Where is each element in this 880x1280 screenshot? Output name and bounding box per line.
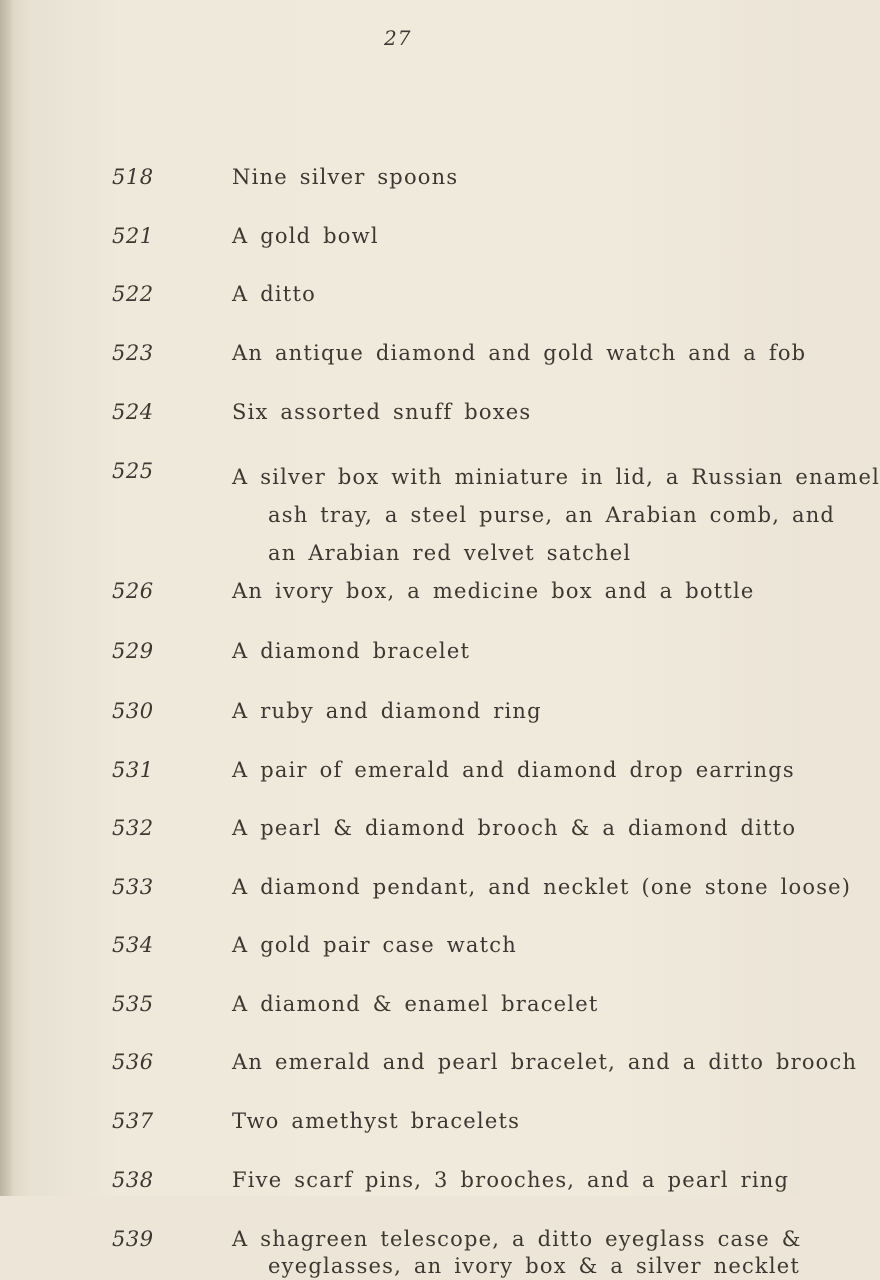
description-line: Five scarf pins, 3 brooches, and a pearl ring: [232, 1168, 790, 1192]
description-line: A ruby and diamond ring: [232, 699, 542, 723]
lot-description: [232, 991, 772, 1018]
description-line: A gold bowl: [232, 224, 379, 248]
lot-number: 539: [112, 1227, 154, 1251]
description-line: Nine silver spoons: [232, 165, 459, 189]
lot-number: 538: [112, 1168, 154, 1192]
lot-description: [232, 757, 795, 784]
lot-number: 525: [112, 459, 154, 483]
lot-description: [232, 1226, 802, 1280]
lot-number: 530: [112, 699, 154, 723]
description-line: A diamond & enamel bracelet: [232, 992, 599, 1016]
lot-description: [232, 578, 772, 605]
lot-description: [232, 1049, 858, 1076]
lot-description: [232, 281, 772, 308]
lot-description: [232, 698, 772, 725]
lot-description: [232, 815, 797, 842]
lot-number: 534: [112, 933, 154, 957]
lot-number: 535: [112, 992, 154, 1016]
lot-description: [232, 932, 772, 959]
description-line: an Arabian red velvet satchel: [268, 541, 632, 565]
description-line: Six assorted snuff boxes: [232, 400, 532, 424]
page-number: 27: [384, 26, 412, 50]
lot-number: 533: [112, 875, 154, 899]
lot-description: [232, 164, 772, 191]
description-line: A silver box with miniature in lid, a Russian enamel: [232, 465, 880, 489]
description-line: A gold pair case watch: [232, 933, 517, 957]
lot-description: [232, 340, 807, 367]
description-line: ash tray, a steel purse, an Arabian comb, and: [268, 503, 836, 527]
lot-number: 531: [112, 758, 154, 782]
lot-description: [232, 1108, 772, 1135]
lot-number: 518: [112, 165, 154, 189]
lot-description: [232, 638, 772, 665]
lot-number: 522: [112, 282, 154, 306]
lot-number: 537: [112, 1109, 154, 1133]
description-line: A shagreen telescope, a ditto eyeglass case &: [232, 1227, 802, 1251]
description-line: eyeglasses, an ivory box & a silver necklet: [268, 1254, 801, 1278]
lot-description: [232, 1167, 790, 1194]
description-line: A ditto: [232, 282, 316, 306]
lot-description: [232, 458, 880, 572]
description-line: An antique diamond and gold watch and a fob: [232, 341, 807, 365]
description-line: Two amethyst bracelets: [232, 1109, 521, 1133]
lot-number: 536: [112, 1050, 154, 1074]
lot-description: [232, 874, 852, 901]
lot-number: 521: [112, 224, 154, 248]
lot-number: 524: [112, 400, 154, 424]
lot-number: 529: [112, 639, 154, 663]
description-line: A pearl & diamond brooch & a diamond ditto: [232, 816, 797, 840]
page-edge-shadow: [0, 0, 14, 1196]
description-line: A diamond pendant, and necklet (one stone loose): [232, 875, 852, 899]
description-line: A diamond bracelet: [232, 639, 471, 663]
lot-number: 523: [112, 341, 154, 365]
lot-description: [232, 399, 772, 426]
lot-description: [232, 223, 772, 250]
lot-number: 526: [112, 579, 154, 603]
description-line: An ivory box, a medicine box and a bottle: [232, 579, 755, 603]
description-line: A pair of emerald and diamond drop earrings: [232, 758, 795, 782]
lot-number: 532: [112, 816, 154, 840]
description-line: An emerald and pearl bracelet, and a ditto brooch: [232, 1050, 858, 1074]
